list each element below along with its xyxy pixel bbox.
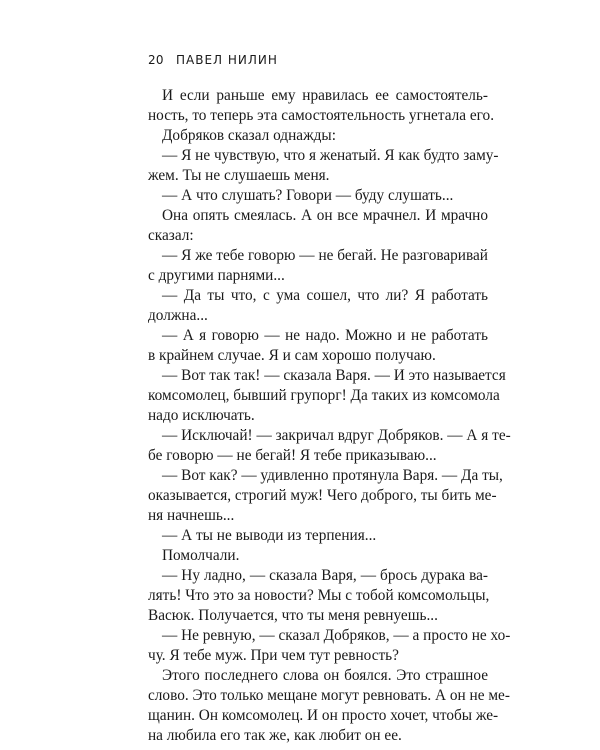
text-line: Помолчали. xyxy=(162,547,240,564)
text-line: — Вот так так! — сказала Варя. — И это называется xyxy=(162,367,506,384)
text-line: чу. Я тебе муж. При чем тут ревность? xyxy=(148,647,399,664)
text-line: — А ты не выводи из терпения... xyxy=(162,527,377,544)
text-line: — Исключай! — закричал вдруг Добряков. — А я те- xyxy=(162,427,511,444)
text-line: оказывается, строгий муж! Чего доброго, ты бить ме- xyxy=(148,487,497,504)
page-number: 20 xyxy=(148,53,164,67)
text-line: — Вот как? — удивленно протянула Варя. — Да ты, xyxy=(162,467,503,484)
text-line: комсомолец, бывший групорг! Да таких из комсомола xyxy=(148,387,500,404)
text-line: надо исключать. xyxy=(148,407,255,424)
text-line: Она опять смеялась. А он все мрачнел. И мрачно xyxy=(162,207,488,224)
text-line: Добряков сказал однажды: xyxy=(162,127,336,144)
text-line: — А что слушать? Говори — буду слушать... xyxy=(162,187,454,204)
author-name: ПАВЕЛ НИЛИН xyxy=(176,53,278,67)
text-line: ность, то теперь эта самостоятельность угнетала его. xyxy=(148,107,495,124)
text-line: слово. Это только мещане могут ревновать. А он не ме- xyxy=(148,687,510,704)
text-line: с другими парнями... xyxy=(148,267,285,284)
text-line: — Я же тебе говорю — не бегай. Не разговаривай xyxy=(162,247,488,264)
text-line: жем. Ты не слушаешь меня. xyxy=(148,167,330,184)
text-line: бе говорю — не бегай! Я тебе приказываю... xyxy=(148,447,437,464)
text-line: в крайнем случае. Я и сам хорошо получаю. xyxy=(148,347,436,364)
text-line: — А я говорю — не надо. Можно и не работать xyxy=(162,327,488,344)
text-line: на любила его так же, как любит он ее. xyxy=(148,727,402,744)
text-line: щанин. Он комсомолец. И он просто хочет, чтобы же- xyxy=(148,707,499,724)
text-line: сказал: xyxy=(148,227,194,244)
text-line: И если раньше ему нравилась ее самостоятель- xyxy=(162,87,488,104)
text-line: — Ну ладно, — сказала Варя, — брось дурака ва- xyxy=(162,567,488,584)
text-line: — Я не чувствую, что я женатый. Я как будто заму- xyxy=(162,147,499,164)
text-line: ня начнешь... xyxy=(148,507,235,524)
text-line: — Да ты что, с ума сошел, что ли? Я работать xyxy=(162,287,488,304)
running-head xyxy=(148,53,278,67)
text-line: должна... xyxy=(148,307,208,324)
text-line: Этого последнего слова он боялся. Это страшное xyxy=(162,667,488,684)
text-line: Васюк. Получается, что ты меня ревнуешь... xyxy=(148,607,438,624)
body-text xyxy=(148,86,511,746)
text-line: — Не ревную, — сказал Добряков, — а просто не хо- xyxy=(162,627,511,644)
text-line: лять! Что это за новости? Мы с тобой комсомольцы, xyxy=(148,587,490,604)
